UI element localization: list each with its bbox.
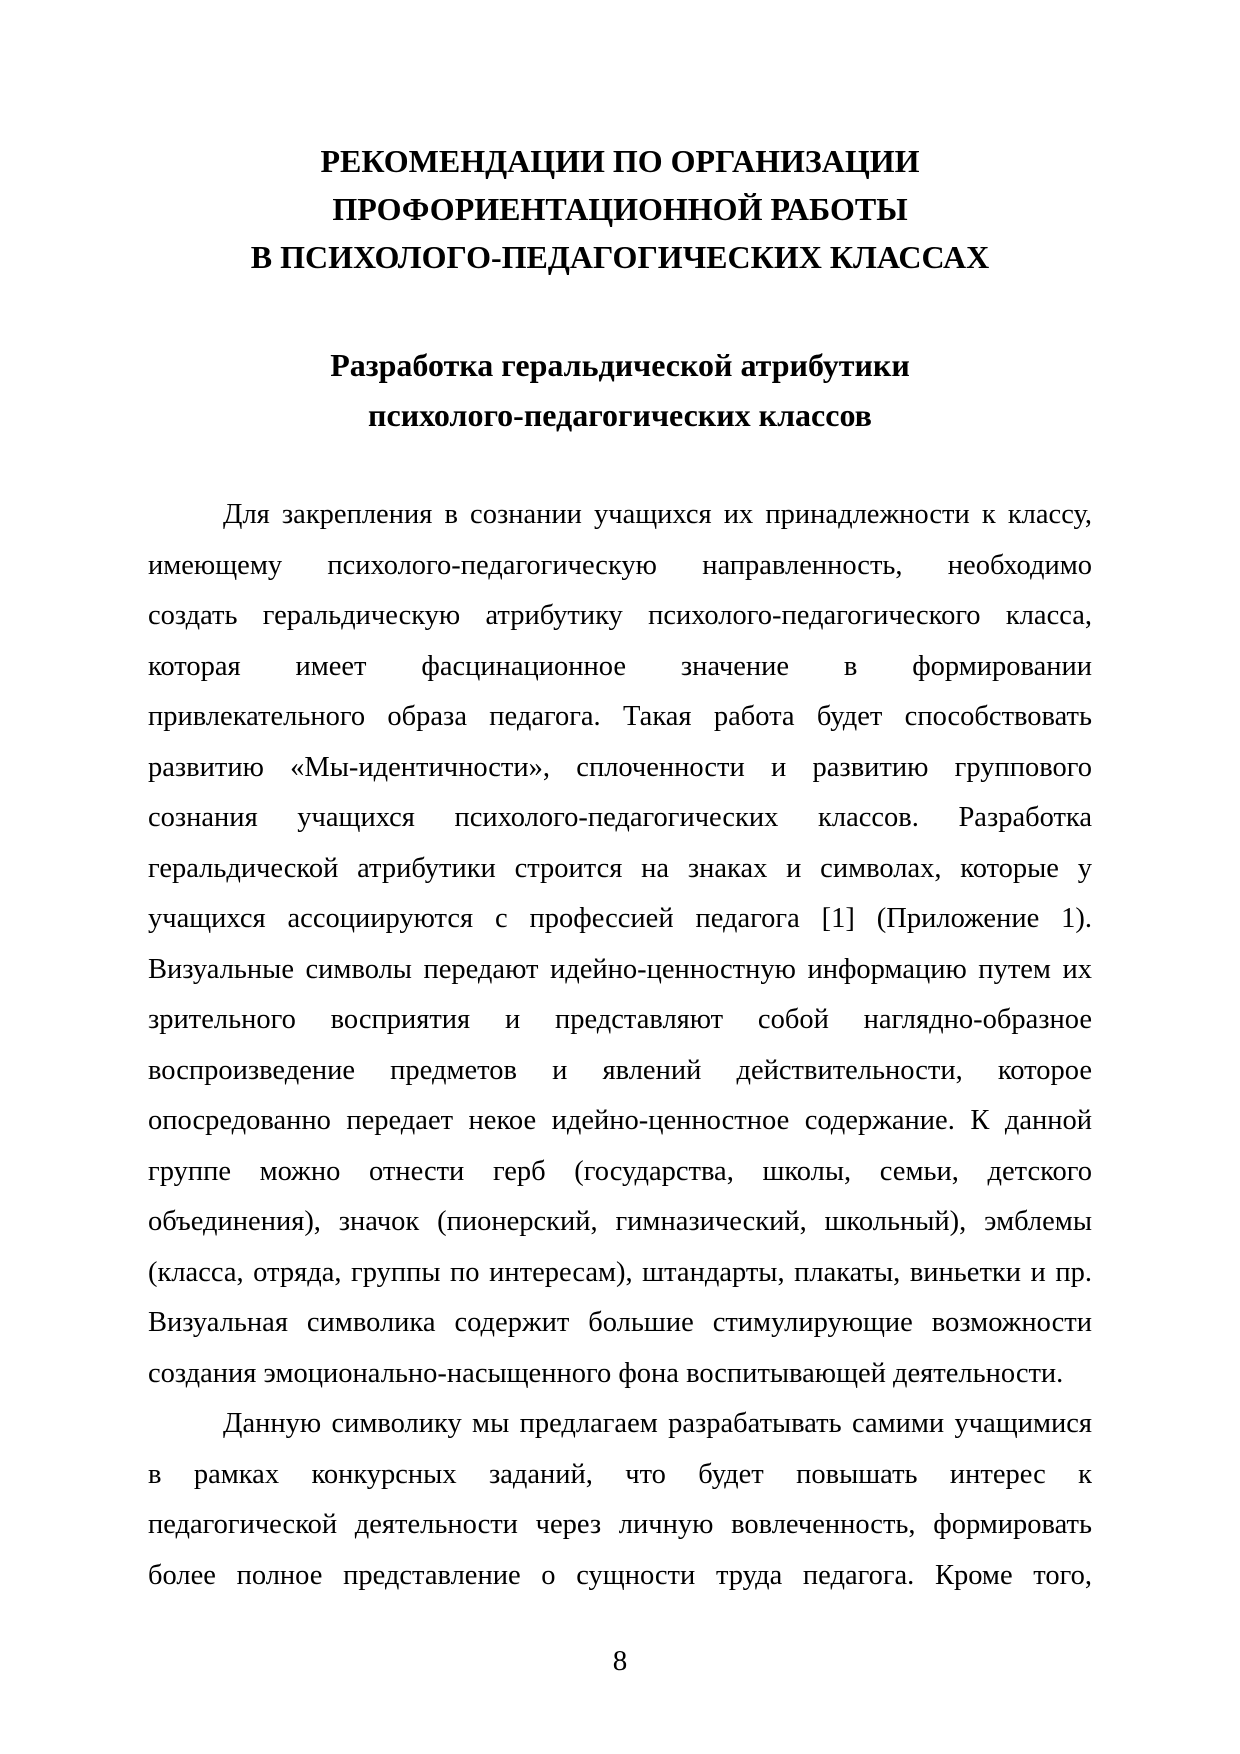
body-text [148,490,1092,1601]
body-line: в рамках конкурсных заданий, что будет повышать интерес к [148,1458,1092,1490]
body-line: педагогической деятельности через личную вовлеченность, формировать [148,1509,1092,1540]
body-line: воспроизведение предметов и явлений действительности, которое [148,1054,1092,1086]
body-line: которая имеет фасцинационное значение в формировании [148,650,1092,682]
document-subtitle [148,340,1092,440]
body-line: Визуальная символика содержит большие стимулирующие возможности [148,1307,1092,1338]
title-line: В ПСИХОЛОГО-ПЕДАГОГИЧЕСКИХ КЛАССАХ [250,239,990,275]
body-line: развитию «Мы-идентичности», сплоченности и развитию группового [148,751,1092,783]
subtitle-line: Разработка геральдической атрибутики [330,347,910,383]
subtitle-line: психолого-педагогических классов [368,397,872,433]
body-line: геральдической атрибутики строится на знаках и символах, которые у [148,852,1092,884]
page-content [148,0,1092,1601]
body-line: учащихся ассоциируются с профессией педагога [1] (Приложение 1). [148,903,1092,934]
body-line: создания эмоционально-насыщенного фона воспитывающей деятельности. [148,1357,1064,1389]
body-line: зрительного восприятия и представляют собой наглядно-образное [148,1004,1092,1035]
body-line: привлекательного образа педагога. Такая работа будет способствовать [148,701,1092,732]
body-line: Данную символику мы предлагаем разрабатывать самими учащимися [223,1408,1092,1439]
body-line: более полное представление о сущности труда педагога. Кроме того, [148,1559,1092,1591]
paragraph [148,490,1092,1399]
title-line: ПРОФОРИЕНТАЦИОННОЙ РАБОТЫ [332,191,908,227]
body-line: Для закрепления в сознании учащихся их принадлежности к классу, [223,499,1092,530]
body-line: опосредованно передает некое идейно-ценностное содержание. К данной [148,1105,1092,1136]
paragraph [148,1399,1092,1601]
body-line: объединения), значок (пионерский, гимназический, школьный), эмблемы [148,1206,1092,1237]
body-line: группе можно отнести герб (государства, школы, семьи, детского [148,1155,1092,1187]
title-line: РЕКОМЕНДАЦИИ ПО ОРГАНИЗАЦИИ [320,143,920,179]
body-line: имеющему психолого-педагогическую направленность, необходимо [148,549,1092,581]
page-number: 8 [612,1645,628,1677]
body-line: Визуальные символы передают идейно-ценностную информацию путем их [148,953,1092,985]
body-line: сознания учащихся психолого-педагогических классов. Разработка [148,802,1092,833]
document-title [148,137,1092,281]
body-line: (класса, отряда, группы по интересам), штандарты, плакаты, виньетки и пр. [148,1256,1092,1288]
body-line: создать геральдическую атрибутику психолого-педагогического класса, [148,600,1092,631]
